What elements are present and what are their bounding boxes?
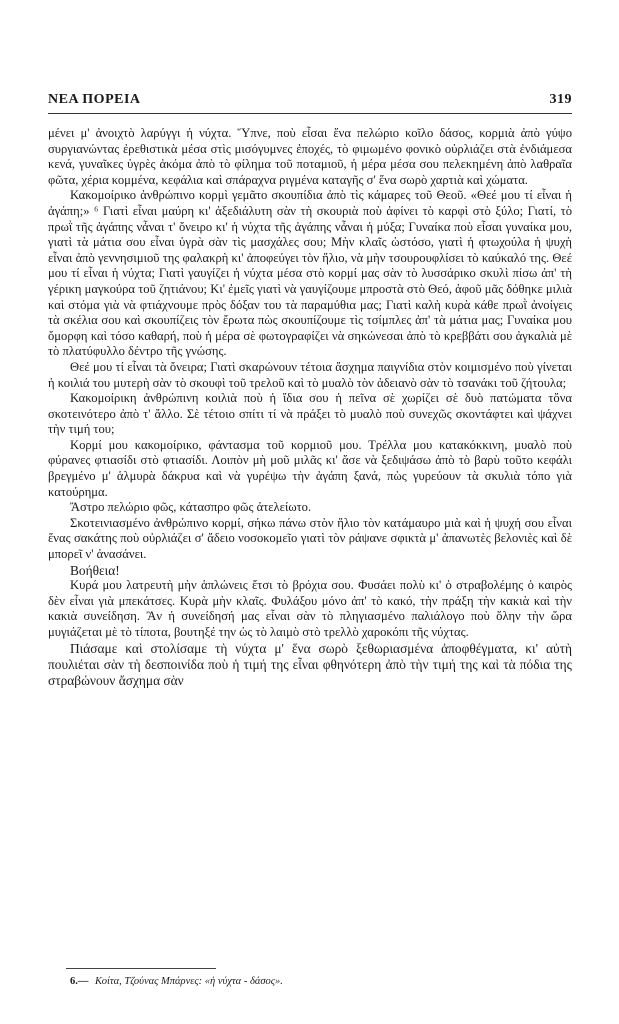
journal-title: ΝΕΑ ΠΟΡΕΙΑ: [48, 92, 141, 107]
paragraph-5: Κορμί μου κακομοίρικο, φάντασμα τοῦ κορμιοῦ μου. Τρέλλα μου κατακόκκινη, μυαλὸ ποὺ φύρανες φτιασίδι στὸ φτιασίδι. Λοιπὸν μὴ μοῦ μιλᾶς κι' ἄσε νὰ ξεδιψάσω ἀπὸ τὸ βαρὺ τοῦτο κεφάλι βρεγμένο μ' ἁλμυρὰ δάκρυα καὶ νὰ γυρέψω τὴν ἀγάπη ξανά, πὼς γυρεύουν τὰ σκυλιὰ τόπο γιὰ κατούρημα.: [48, 437, 572, 499]
footnote-number: 6.—: [70, 976, 89, 987]
paragraph-7: Σκοτεινιασμένο ἀνθρώπινο κορμί, σήκω πάνω στὸν ἥλιο τὸν κατάμαυρο μιὰ καὶ ἡ ψυχή σου εἶναι ἕνας σακάτης ποὺ οὐρλιάζει σ' ἄδειο νοσοκομεῖο γιατὶ τὸν ράψανε σφικτὰ μ' ἀπανωτὲς βελονιὲς καὶ δὲ μπορεῖ ν' ἀνασάνει.: [48, 515, 572, 562]
paragraph-3: Θεέ μου τί εἶναι τὰ ὄνειρα; Γιατὶ σκαρώνουν τέτοια ἄσχημα παιγνίδια στὸν κοιμισμένο ποὺ γίνεται ἡ κοιλιά του μυτερὴ σὰν τὸ σκουφὶ τοῦ τρελοῦ καὶ τὸ μυαλὸ τὸν ἀδειανὸ σὰν τὸ τσανάκι τοῦ ζήτουλα;: [48, 359, 572, 390]
book-page: [48, 0, 572, 1024]
paragraph-1: μένει μ' ἀνοιχτὸ λαρύγγι ἡ νύχτα. Ὕπνε, ποὺ εἶσαι ἕνα πελώριο κοῖλο δάσος, κορμιὰ ἀπὸ γύψο συργιανώντας ἐρεθιστικὰ μέσα στὶς μισόγυμνες ἐποχές, τὸ φιμωμένο φονικὸ οὐρλιάζει στὰ ἐνδιάμεσα κενά, γυναῖκες ὑγρὲς ἀκόμα ἀπὸ τὸ φίλημα τοῦ ποταμιοῦ, ἡ μέρα μέσα σου πελεκημένη ἀπὸ λαθραῖα φῶτα, χέρια κομμένα, κεφάλια καὶ σπάραχνα ριγμένα καταγῆς σ' ἕνα σωρὸ χαρτιὰ καὶ χώματα.: [48, 126, 572, 187]
paragraph-9: Κυρά μου λατρευτὴ μὴν ἁπλώνεις ἔτσι τὸ βρόχια σου. Φυσάει πολὺ κι' ὁ στραβολέμης ὁ καιρὸς δὲν εἶναι γιὰ μπεκάτσες. Κυρὰ μὴν κλαῖς. Φυλάξου μόνο ἀπ' τὸ κακό, τὴν πράξη τὴν κακιὰ καὶ τὴν κακιὰ συνείδηση. Ἂν ἡ συνείδησή μας εἶναι σὰν τὸ πληγιασμένο παλιάλογο ποὺ ὅλην τὴν ὥρα μυγιάζεται μὲ τὸ τίποτα, βουτηξέ την ὡς τὸ λαιμὸ στὸ τρελλὸ χαροκόπι τῆς νύχτας.: [48, 578, 572, 639]
paragraph-2: Κακομοίρικο ἀνθρώπινο κορμὶ γεμᾶτο σκουπίδια ἀπὸ τὶς κάμαρες τοῦ Θεοῦ. «Θεέ μου τί εἶναι ἡ ἀγάπη;» ⁶ Γιατὶ εἶναι μαύρη κι' ἀξεδιάλυτη σὰν τὴ σκουριὰ ποὺ ἀφίνει τὸ καρφὶ στὸ ξύλο; Γιατί, τὸ πρωῒ τῆς ἀγάπης νἆναι τ' ὄνειρο κι' ἡ νύχτα τῆς ἀγάπης νἆναι ἡ μύξα; Γυναίκα ποὺ εἶσαι γυναίκα μου, γιατὶ τὰ μάτια σου εἶναι ὑγρὰ σὰν τὶς μασχάλες σου; Μὴν κλαῖς ὡστόσο, γιατὶ ἡ φτωχούλα ἡ ψυχὴ εἶναι ἀπὸ γεννησιμιοῦ της φαλακρὴ κι' ἀποφεύγει τὸν ἥλιο, νὰ μὴν τσουρουφλίσει τὸ καύκαλό της. Θεέ μου τί εἶναι ἡ νύχτα; Γιατὶ γαυγίζει ἡ νύχτα μέσα στὸ κορμί μας σὰν τὸ λυσσάρικο σκυλὶ πίσω ἀπ' τὴ γέρικη μαγκούρα τοῦ ζητιάνου; Κι' ἐμεῖς γιατὶ νὰ γαυγίζουμε μπροστὰ στὸ Θεό, ἀφοῦ μᾶς δόθηκε μιλιὰ καὶ στόμα γιὰ νὰ φτιάχνουμε πρὸς δόξαν του τὰ παραμύθια μας; Γιατὶ καλὴ κυρὰ κάθε πρωῒ ἀνοίγεις τὰ σκέλια σου καὶ σκουπίζεις τὸν ἔρωτα πὼς σκουπίζουμε τὶς τσίμπλες ἀπ' τὰ μάτια μας; Γυναίκα μου ὄμορφη καὶ τόσο καθαρή, ποὺ ἡ μέρα σὲ φωτογραφίζει νὰ σηκώνεσαι ἀπὸ τὸ κρεββάτι σου ἀγκαλιὰ μὲ τὸ πλατύφυλλο δέντρο τῆς γνώσης.: [48, 188, 572, 359]
body-text: [48, 126, 572, 689]
footnote-text: Κοίτα, Τζούνας Μπάρνες: «ἡ νύχτα - δάσος».: [95, 976, 283, 987]
paragraph-6: Ἄστρο πελώριο φῶς, κάτασπρο φῶς ἀτελείωτο.: [70, 500, 312, 515]
running-head: [48, 92, 572, 110]
paragraph-4: Κακομοίρικη ἀνθρώπινη κοιλιὰ ποὺ ἡ ἴδια σου ἡ πεῖνα σὲ χωρίζει σὲ δυὸ πατώματα τὄνα σκοτεινότερο ἀπὸ τ' ἄλλο. Σὲ τέτοιο σπίτι τί νὰ πράξει τὸ μυαλὸ ποὺ συνεχῶς σκοντάφτει καὶ ψάχνει τὴν τιμή του;: [48, 391, 572, 437]
footnote: [70, 976, 570, 987]
header-rule: [48, 113, 572, 114]
paragraph-8: Βοήθεια!: [70, 562, 120, 578]
paragraph-10: Πιάσαμε καὶ στολίσαμε τὴ νύχτα μ' ἕνα σωρὸ ξεθωριασμένα ἀποφθέγματα, κι' αὐτὴ πουλιέται σὰν τὴ δεσποινίδα ποὺ ἡ τιμή της εἶναι φθηνότερη ἀπὸ τὴν τιμή της καὶ τὰ πόδια της στραβώνουν ἄσχημα σὰν: [48, 640, 572, 688]
page-number: 319: [549, 92, 572, 107]
footnote-rule: [66, 968, 216, 969]
